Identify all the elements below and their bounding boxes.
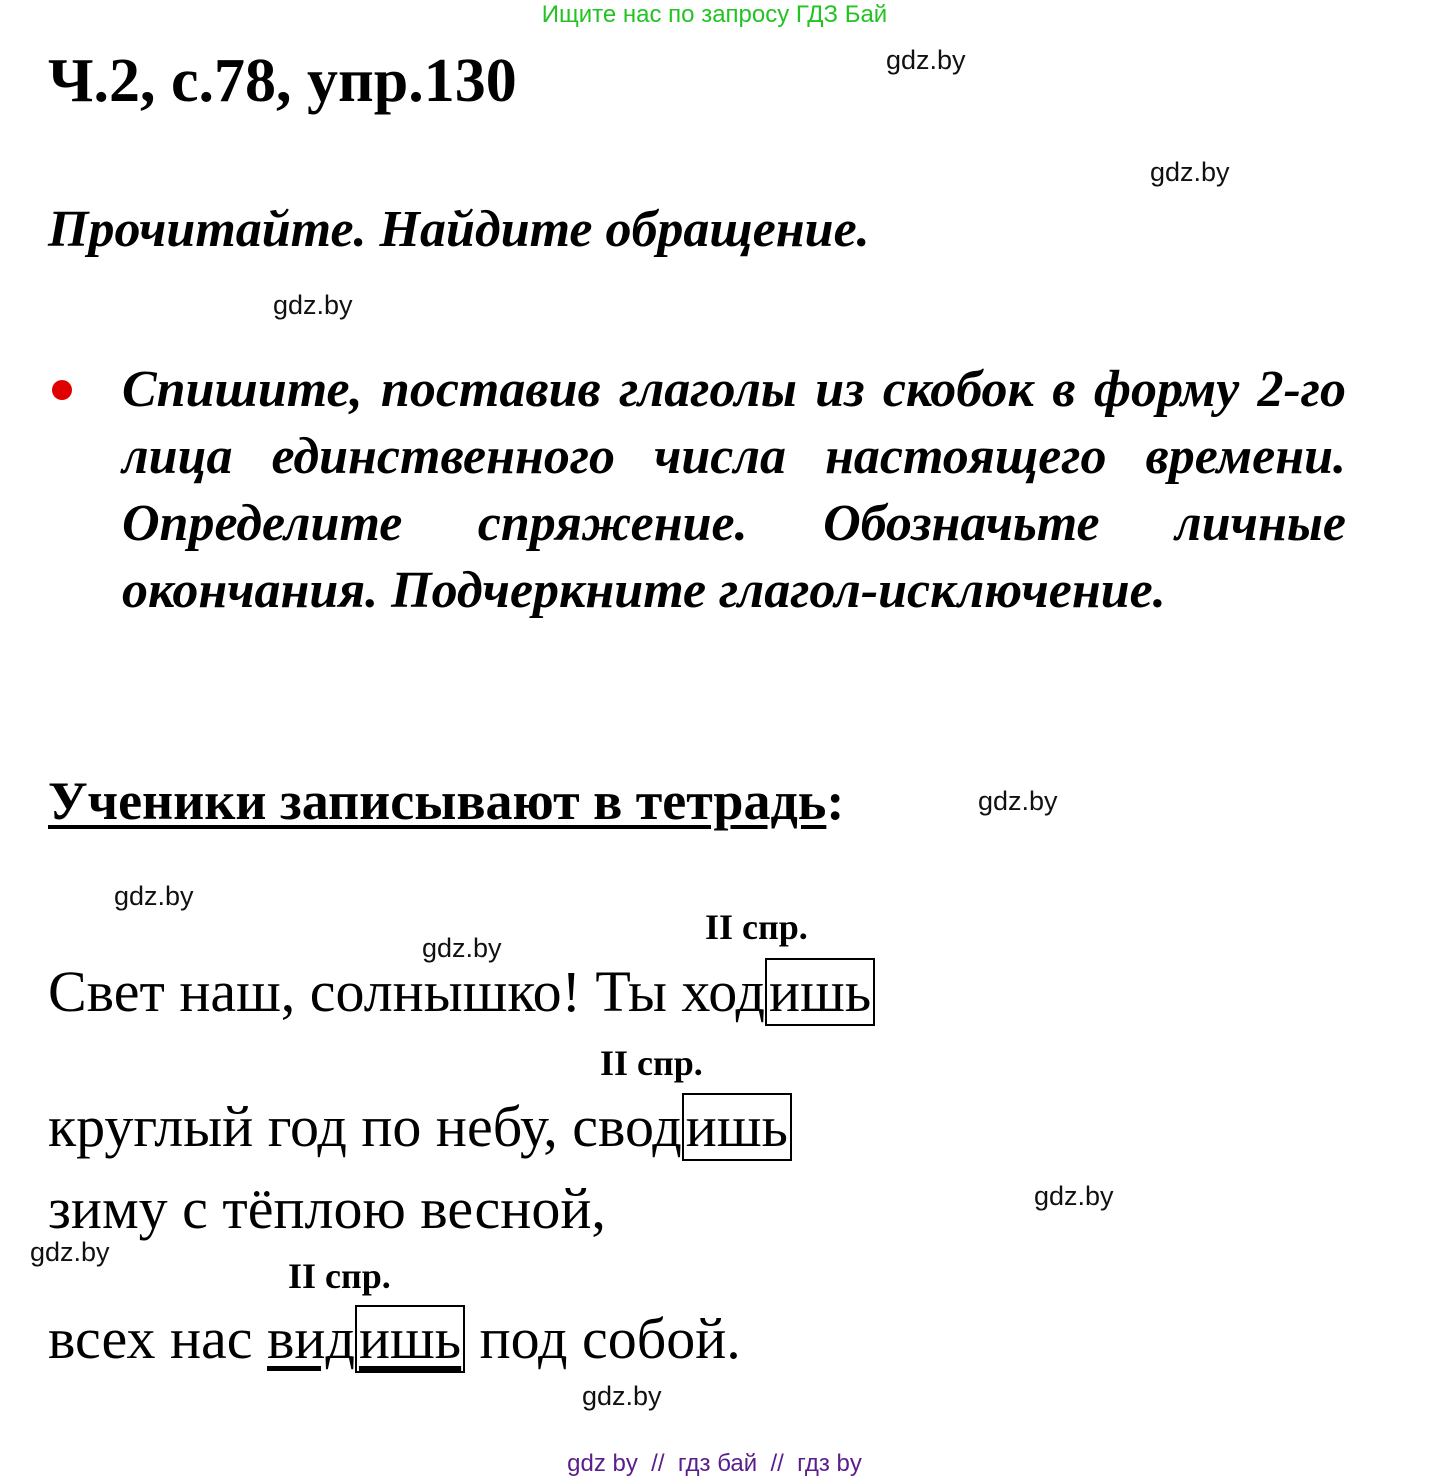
poem-line-1 [48, 958, 875, 1026]
watermark: gdz.by [582, 1381, 662, 1411]
poem-text: всех нас [48, 1306, 268, 1371]
watermark: gdz.by [422, 933, 502, 963]
poem-text: круглый год по небу, свод [48, 1094, 682, 1159]
watermark: gdz.by [114, 881, 194, 911]
watermark: gdz.by [978, 786, 1058, 816]
conjugation-label: II спр. [705, 907, 808, 947]
footer-links: gdz by // гдз бай // гдз by [567, 1450, 862, 1477]
instruction: Прочитайте. Найдите обращение. [48, 201, 870, 258]
conjugation-label: II спр. [600, 1043, 703, 1083]
watermark: gdz.by [30, 1237, 110, 1267]
heading-colon: : [826, 771, 845, 831]
watermark: gdz.by [886, 45, 966, 75]
bullet-icon [52, 380, 72, 400]
poem-line-3: зиму с тёплою весной, [48, 1176, 606, 1241]
exception-verb-stem: вид [267, 1306, 355, 1371]
watermark: gdz.by [1034, 1181, 1114, 1211]
poem-text: под собой. [465, 1306, 741, 1371]
poem-line-4 [48, 1305, 741, 1373]
watermark: gdz.by [1150, 157, 1230, 187]
poem-line-2 [48, 1093, 792, 1161]
ending-box: ишь [765, 958, 875, 1026]
poem-text: Свет наш, солнышко! Ты ход [48, 959, 766, 1024]
ending-box: ишь [355, 1305, 465, 1373]
heading-text: Ученики записывают в тетрадь [48, 771, 827, 831]
task-text: Спишите, поставив глаголы из скобок в форму 2-го лица единственного числа настоящего времени. Определите спряжение. Обозначьте личные окончания. Подчеркните глагол-исключение. [122, 361, 1346, 619]
page-title: Ч.2, с.78, упр.130 [48, 47, 517, 115]
conjugation-label: II спр. [288, 1256, 391, 1296]
section-heading [48, 770, 844, 832]
ending-box: ишь [682, 1093, 792, 1161]
watermark: gdz.by [273, 290, 353, 320]
search-banner: Ищите нас по запросу ГДЗ Бай [541, 1, 888, 28]
